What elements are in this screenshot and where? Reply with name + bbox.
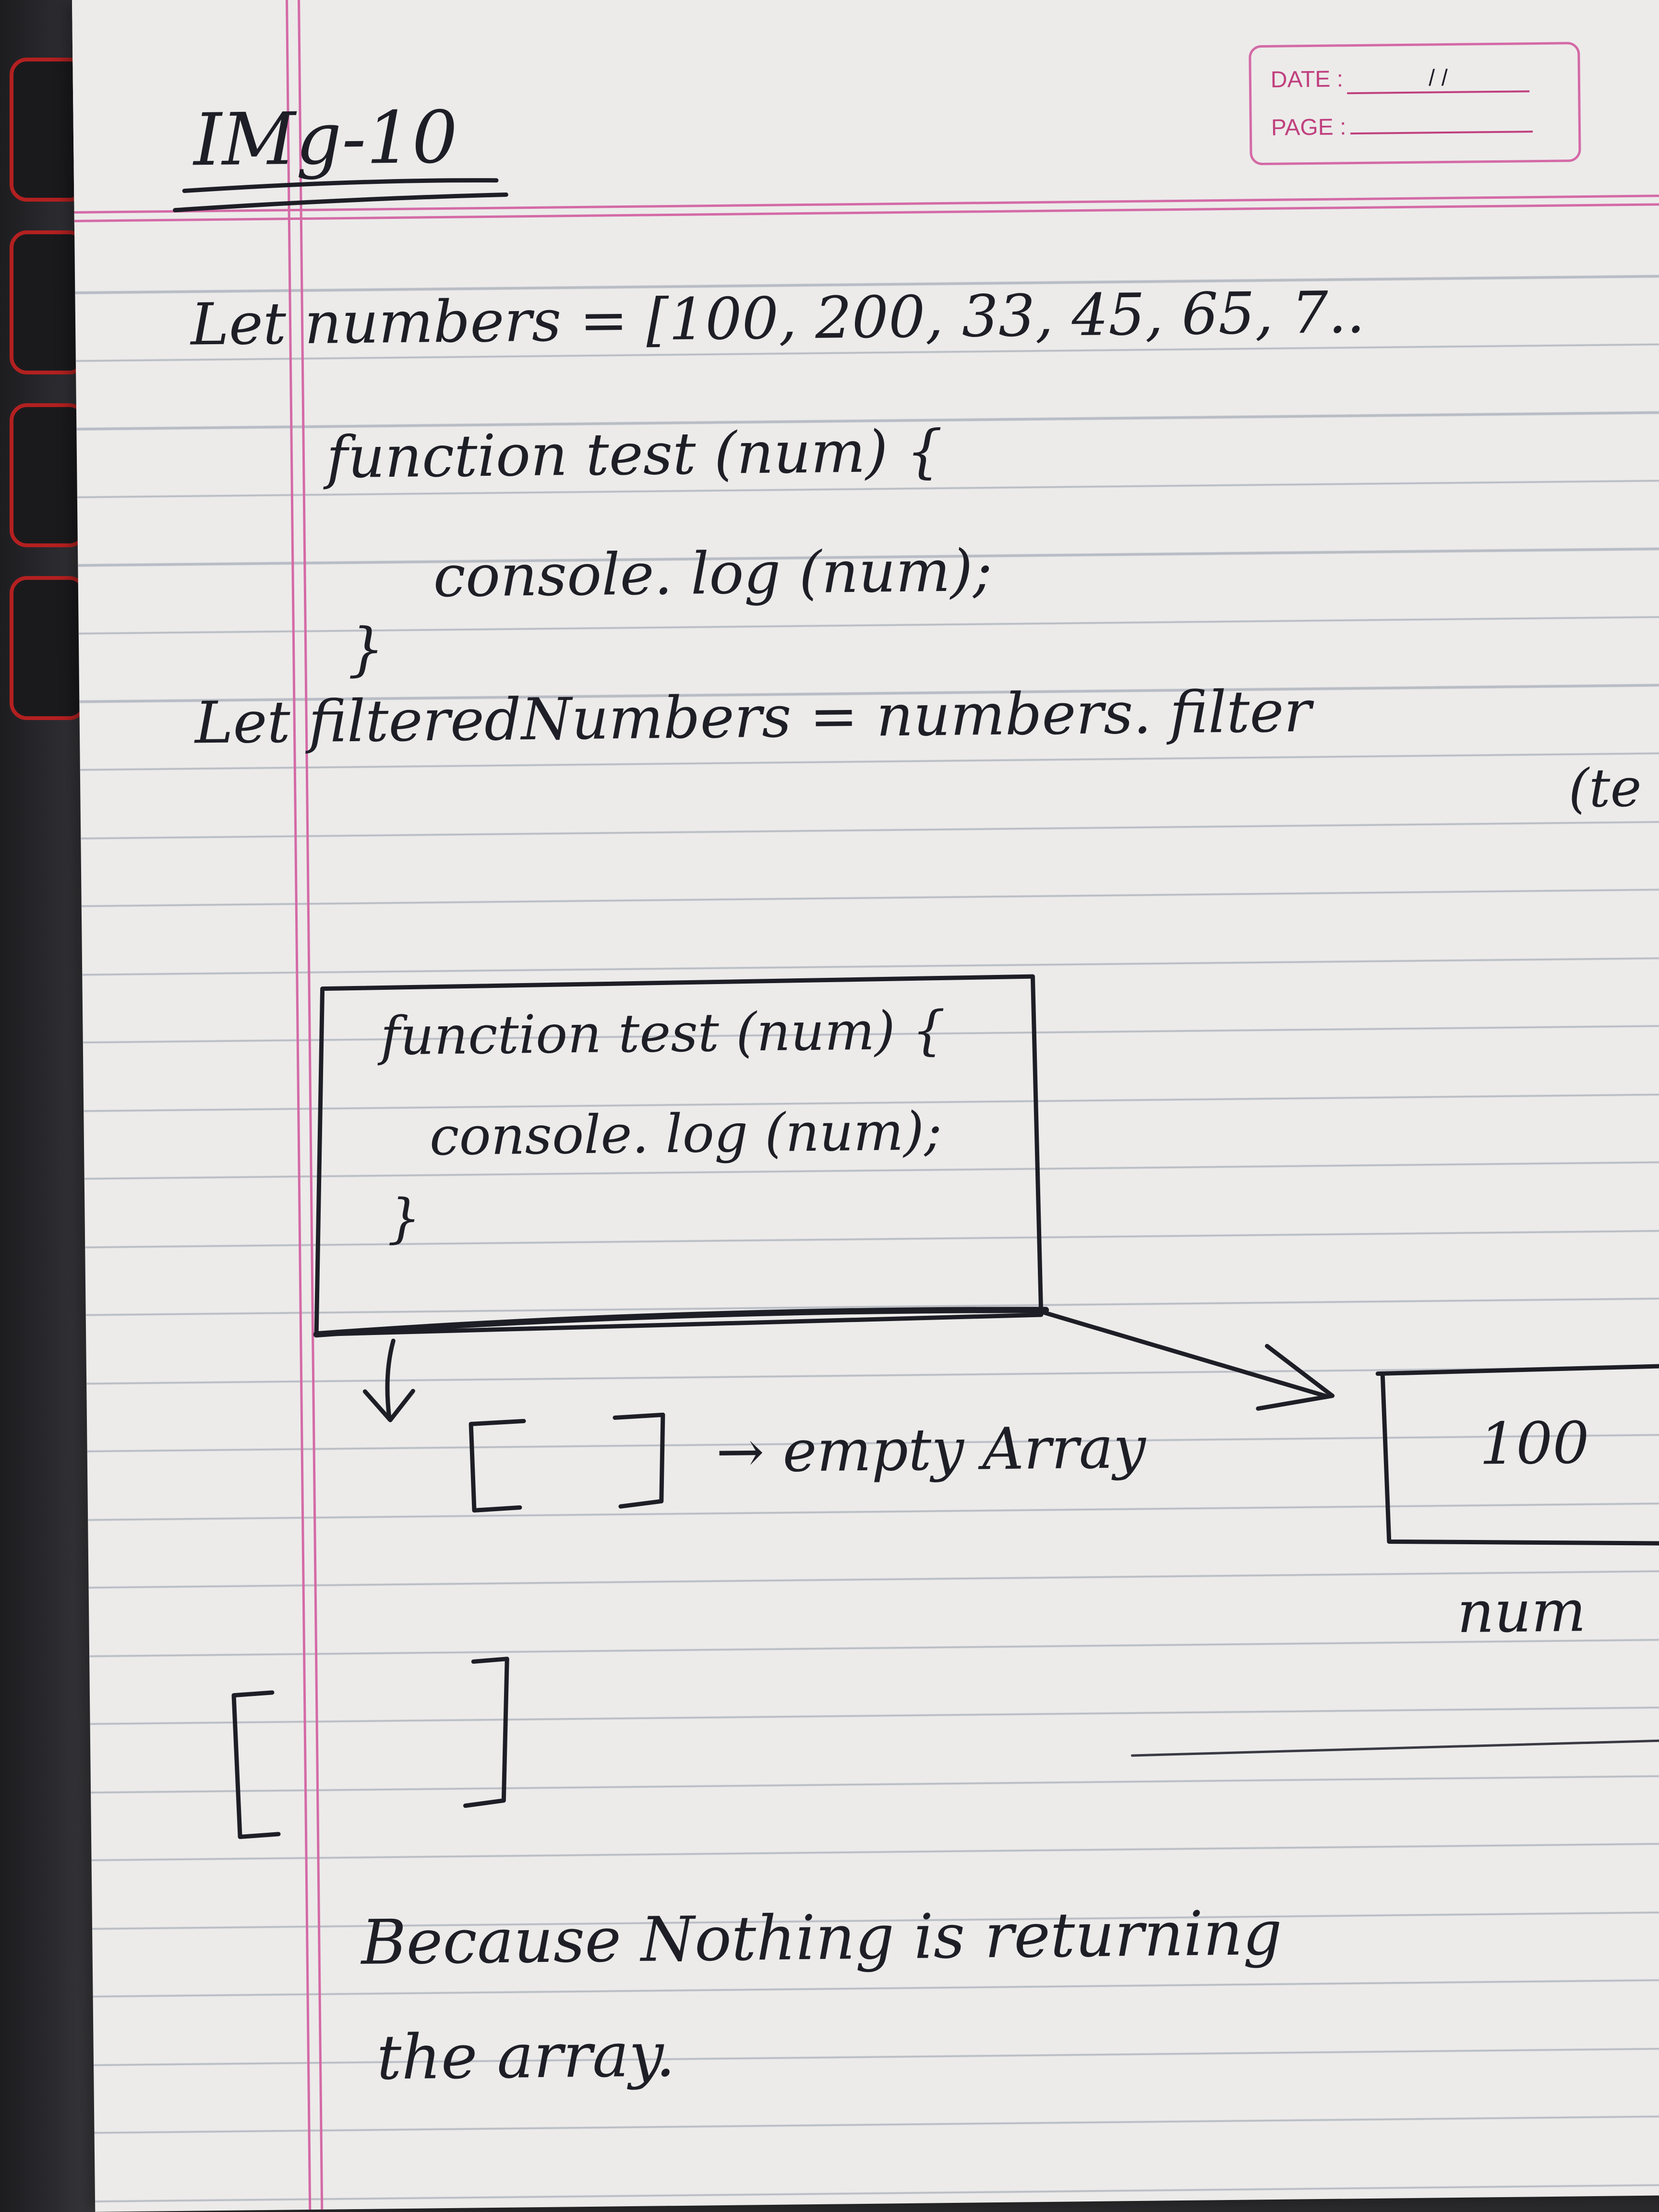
keyboard-key	[10, 576, 86, 720]
notebook-page	[72, 0, 1659, 2212]
code-line-numbers: Let numbers = [100, 200, 33, 45, 65, 7..	[190, 279, 1365, 359]
box-line-console: console. log (num);	[429, 1100, 942, 1167]
date-value: / /	[1347, 64, 1530, 94]
right-arrow-shaft	[1044, 1310, 1325, 1399]
conclusion-line-2: the array.	[376, 2019, 675, 2094]
code-line-close-brace: }	[347, 616, 385, 684]
page-label: PAGE :	[1271, 114, 1346, 141]
code-line-function: function test (num) {	[326, 418, 943, 492]
value-box-text: 100	[1479, 1410, 1590, 1478]
conclusion-line-1: Because Nothing is returning	[361, 1897, 1283, 1979]
code-line-filter: Let filteredNumbers = numbers. filter	[194, 678, 1312, 757]
page-title: IMg-10	[193, 96, 458, 182]
keyboard-key	[10, 403, 86, 547]
date-label: DATE :	[1270, 66, 1344, 93]
empty-array-label: → empty Array	[716, 1414, 1146, 1486]
title-underline	[184, 180, 496, 191]
box-line-function: function test (num) {	[380, 999, 946, 1067]
code-line-console: console. log (num);	[433, 537, 993, 611]
code-line-continuation: (te	[1568, 757, 1642, 819]
title-underline	[175, 195, 506, 210]
pencil-line	[1132, 1740, 1659, 1755]
value-box-label: num	[1456, 1578, 1587, 1646]
down-arrow-shaft	[387, 1341, 394, 1418]
box-line-close-brace: }	[386, 1187, 421, 1250]
